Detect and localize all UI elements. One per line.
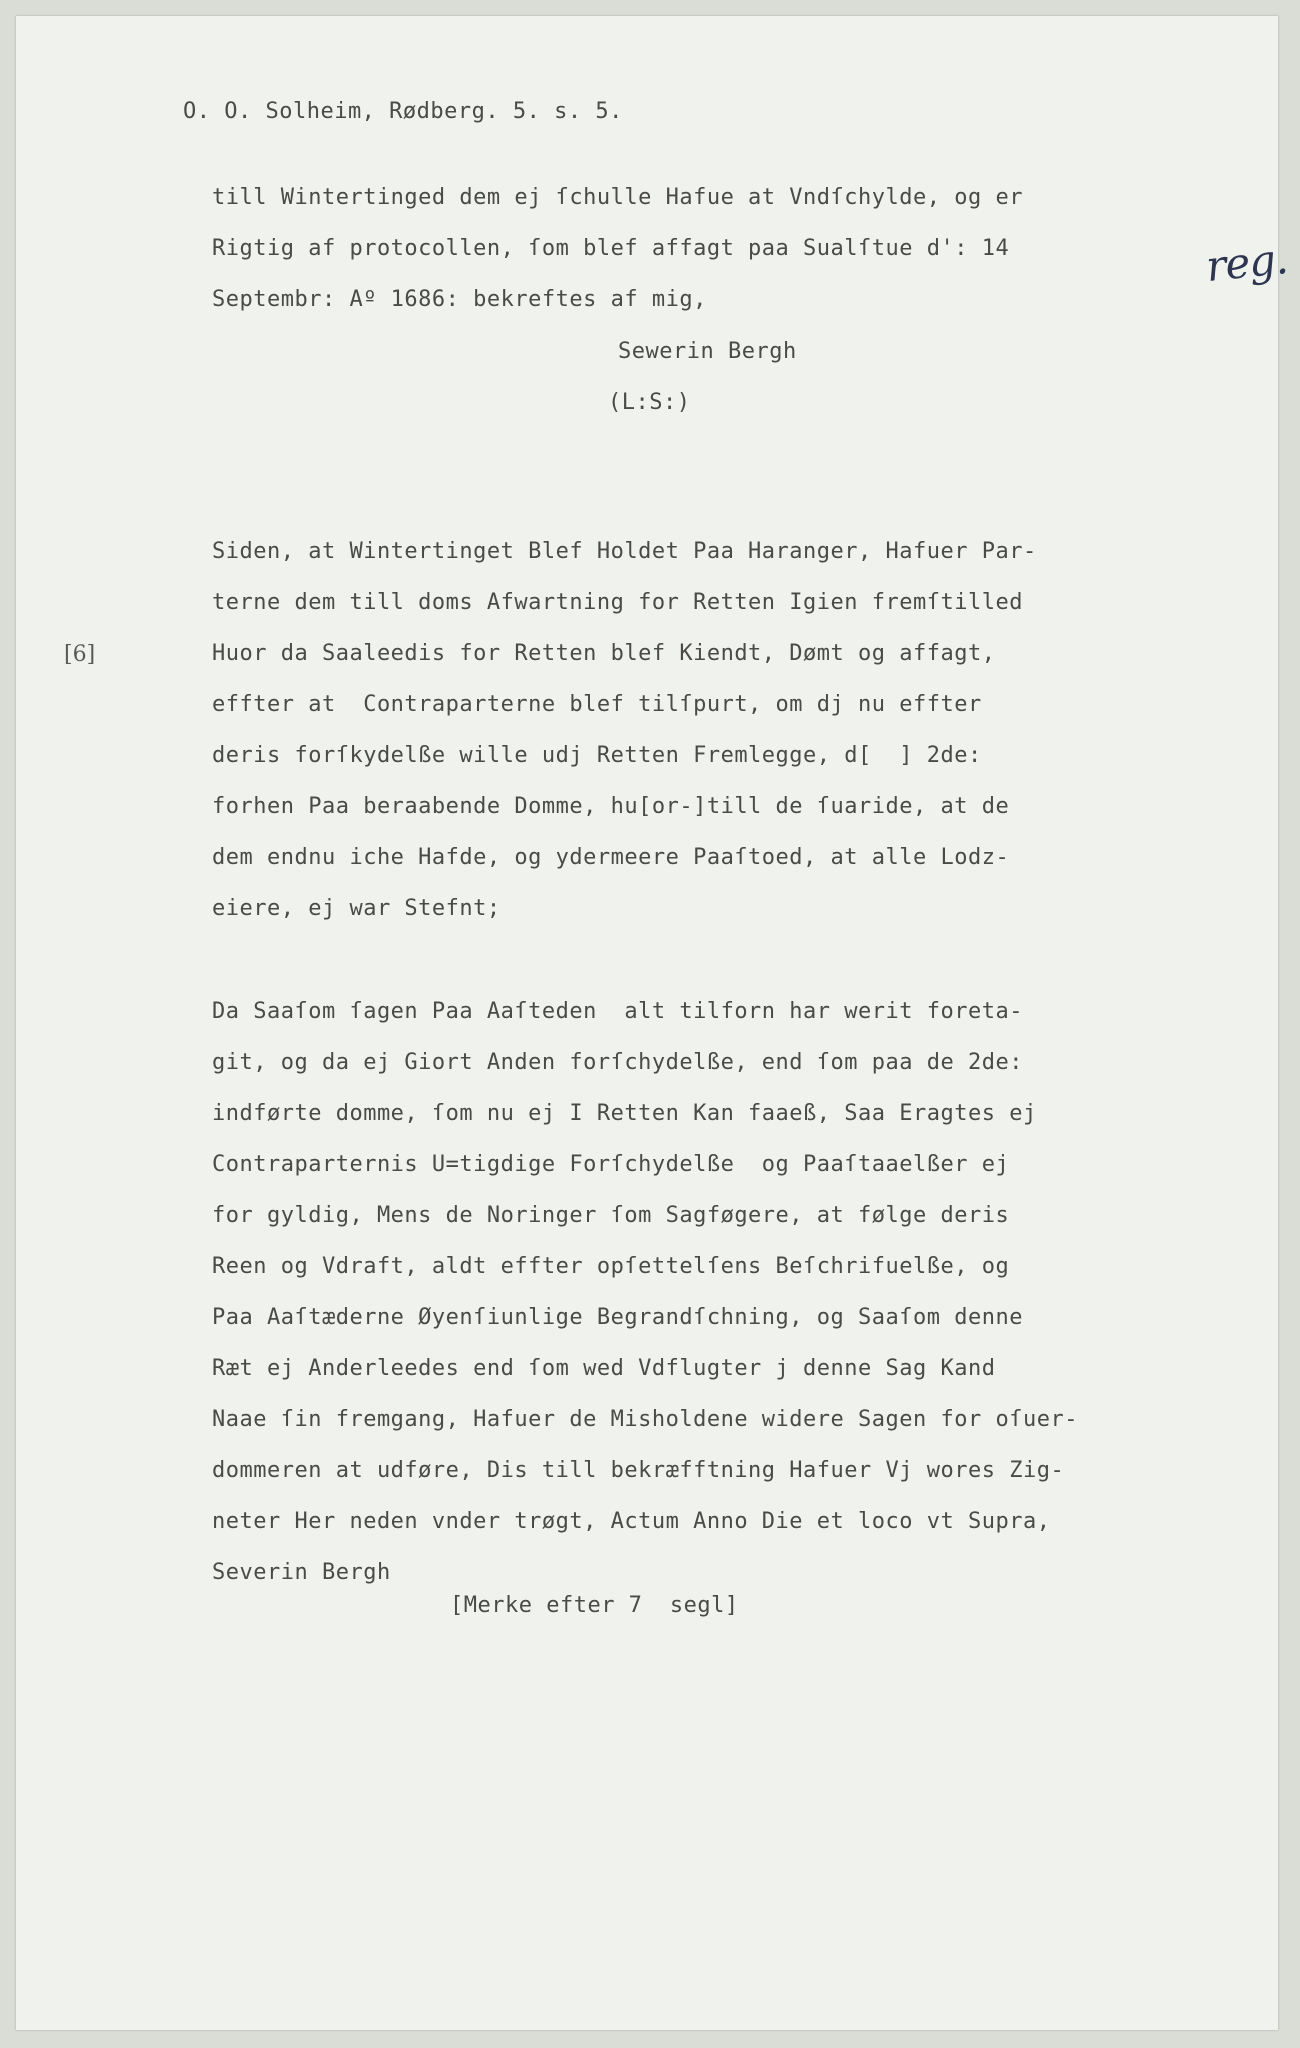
document-header: O. O. Solheim, Rødberg. 5. s. 5. [183, 99, 623, 124]
text-line: effter at Contraparterne blef tilſpurt, om dj nu effter [212, 692, 982, 717]
text-line: dem endnu iche Hafde, og ydermeere Paaſtoed, at alle Lodz- [212, 845, 1010, 870]
text-line: Siden, at Wintertinget Blef Holdet Paa Haranger, Hafuer Par- [212, 539, 1037, 564]
text-line: neter Her neden vnder trøgt, Actum Anno Die et loco vt Supra, [212, 1509, 1051, 1534]
text-line: Naae ſin fremgang, Hafuer de Misholdene widere Sagen for oſuer- [212, 1407, 1078, 1432]
text-line: eiere, ej war Stefnt; [212, 896, 501, 921]
seal-mark: (L:S:) [608, 390, 691, 415]
text-line: Da Saaſom ſagen Paa Aaſteden alt tilforn har werit foreta- [212, 999, 1023, 1024]
handwritten-annotation: reg. [1203, 233, 1290, 292]
margin-page-number: [6] [64, 642, 96, 667]
text-line: Ræt ej Anderleedes end ſom wed Vdflugter j denne Sag Kand [212, 1356, 996, 1381]
text-line: Reen og Vdraft, aldt effter opſettelſens Beſchrifuelße, og [212, 1254, 1010, 1279]
text-line: Septembr: Aº 1686: bekreftes af mig, [212, 287, 707, 312]
text-line: Contraparternis U=tigdige Forſchydelße og Paaſtaaelßer ej [212, 1152, 1010, 1177]
text-line: Huor da Saaleedis for Retten blef Kiendt, Dømt og affagt, [212, 641, 996, 666]
text-line: for gyldig, Mens de Noringer ſom Sagføgere, at følge deris [212, 1203, 1010, 1228]
signature: Severin Bergh [212, 1560, 391, 1585]
text-line: indførte domme, ſom nu ej I Retten Kan faaeß, Saa Eragtes ej [212, 1101, 1037, 1126]
text-line: deris forſkydelße wille udj Retten Fremlegge, d[ ] 2de: [212, 743, 982, 768]
signature: Sewerin Bergh [618, 339, 797, 364]
text-line: dommeren at udføre, Dis till bekræfftning Hafuer Vj wores Zig- [212, 1458, 1065, 1483]
text-line: Rigtig af protocollen, ſom blef affagt paa Sualſtue d': 14 [212, 236, 1010, 261]
text-line: Paa Aaſtæderne Øyenſiunlige Begrandſchning, og Saaſom denne [212, 1305, 1023, 1330]
text-line: git, og da ej Giort Anden forſchydelße, end ſom paa de 2de: [212, 1050, 1023, 1075]
text-line: forhen Paa beraabende Domme, hu[or-]till de ſuaride, at de [212, 794, 1010, 819]
text-line: till Wintertinged dem ej ſchulle Hafue at Vndſchylde, og er [212, 185, 1023, 210]
document-page [16, 16, 1290, 2030]
text-line: terne dem till doms Afwartning for Retten Igien fremſtilled [212, 590, 1023, 615]
closing-note: [Merke efter 7 segl] [450, 1593, 739, 1618]
